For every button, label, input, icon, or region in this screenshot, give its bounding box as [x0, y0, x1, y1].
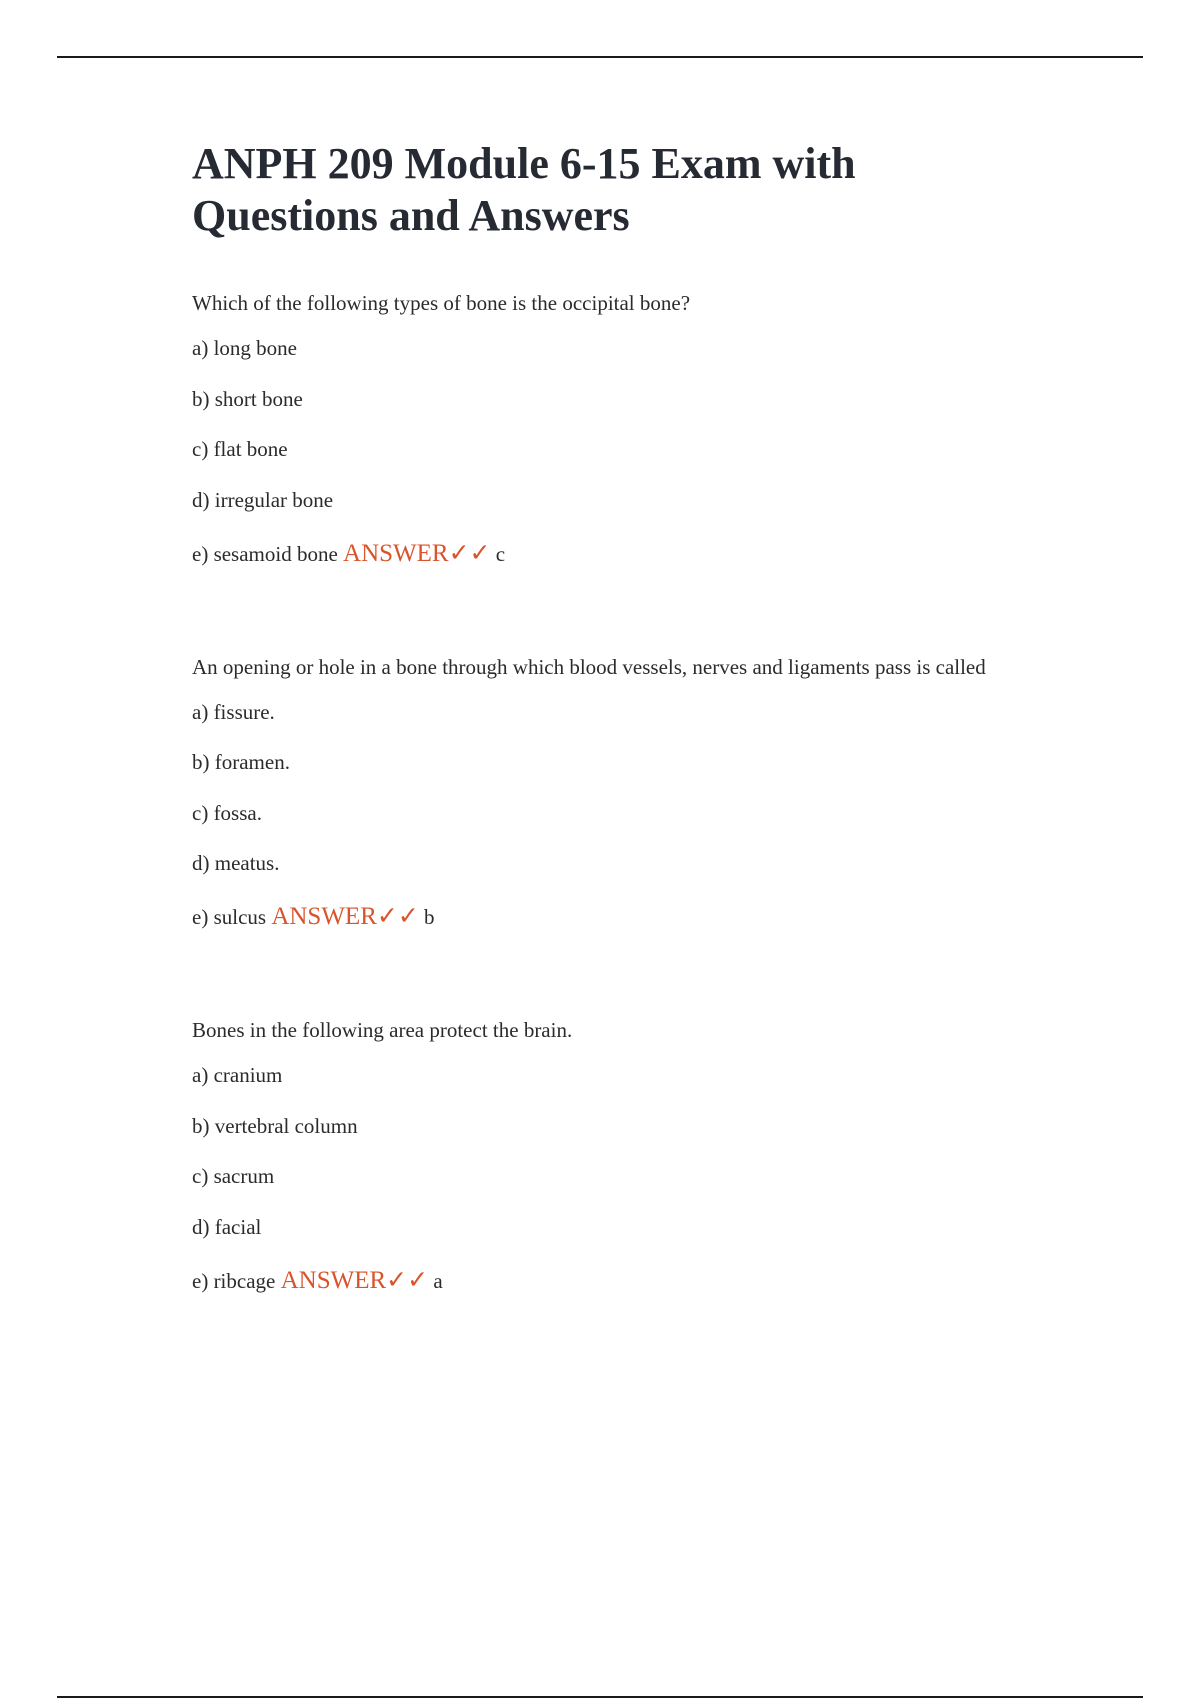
option-e-with-answer: [192, 1267, 1012, 1295]
question-2: [192, 648, 1012, 932]
answer-value: b: [424, 905, 435, 929]
option-e: e) ribcage: [192, 1268, 276, 1293]
option-c: c) fossa.: [192, 800, 262, 825]
option-d: d) irregular bone: [192, 487, 334, 512]
question-3: [192, 1011, 1012, 1295]
answer-label: ANSWER✓✓: [280, 1266, 429, 1294]
option-d: d) meatus.: [192, 851, 280, 875]
question-1: [192, 284, 1012, 568]
answer-label: ANSWER✓✓: [343, 539, 491, 567]
document-body: [192, 138, 1012, 1295]
option-a: a) long bone: [192, 336, 297, 360]
option-c: c) flat bone: [192, 437, 288, 461]
option-b: b) vertebral column: [192, 1113, 358, 1138]
answer-value: a: [433, 1268, 443, 1293]
option-d: d) facial: [192, 1214, 262, 1239]
option-a: a) cranium: [192, 1063, 283, 1087]
option-a: a) fissure.: [192, 699, 275, 724]
option-c: c) sacrum: [192, 1164, 275, 1188]
option-e-with-answer: [192, 903, 1012, 931]
document-title: ANPH 209 Module 6-15 Exam with Questions and Answers: [192, 139, 856, 240]
option-e: e) sesamoid bone: [192, 541, 338, 566]
bottom-rule: [57, 1696, 1143, 1698]
question-text: Bones in the following area protect the brain.: [192, 1018, 573, 1042]
top-rule: [57, 56, 1143, 58]
option-b: b) foramen.: [192, 750, 290, 774]
question-text: An opening or hole in a bone through which blood vessels, nerves and ligaments pass is called: [192, 654, 986, 679]
option-b: b) short bone: [192, 386, 303, 411]
question-text: Which of the following types of bone is the occipital bone?: [192, 291, 691, 315]
answer-label: ANSWER✓✓: [271, 903, 419, 930]
answer-value: c: [495, 541, 506, 566]
option-e-with-answer: [192, 540, 1012, 568]
option-e: e) sulcus: [192, 905, 267, 929]
